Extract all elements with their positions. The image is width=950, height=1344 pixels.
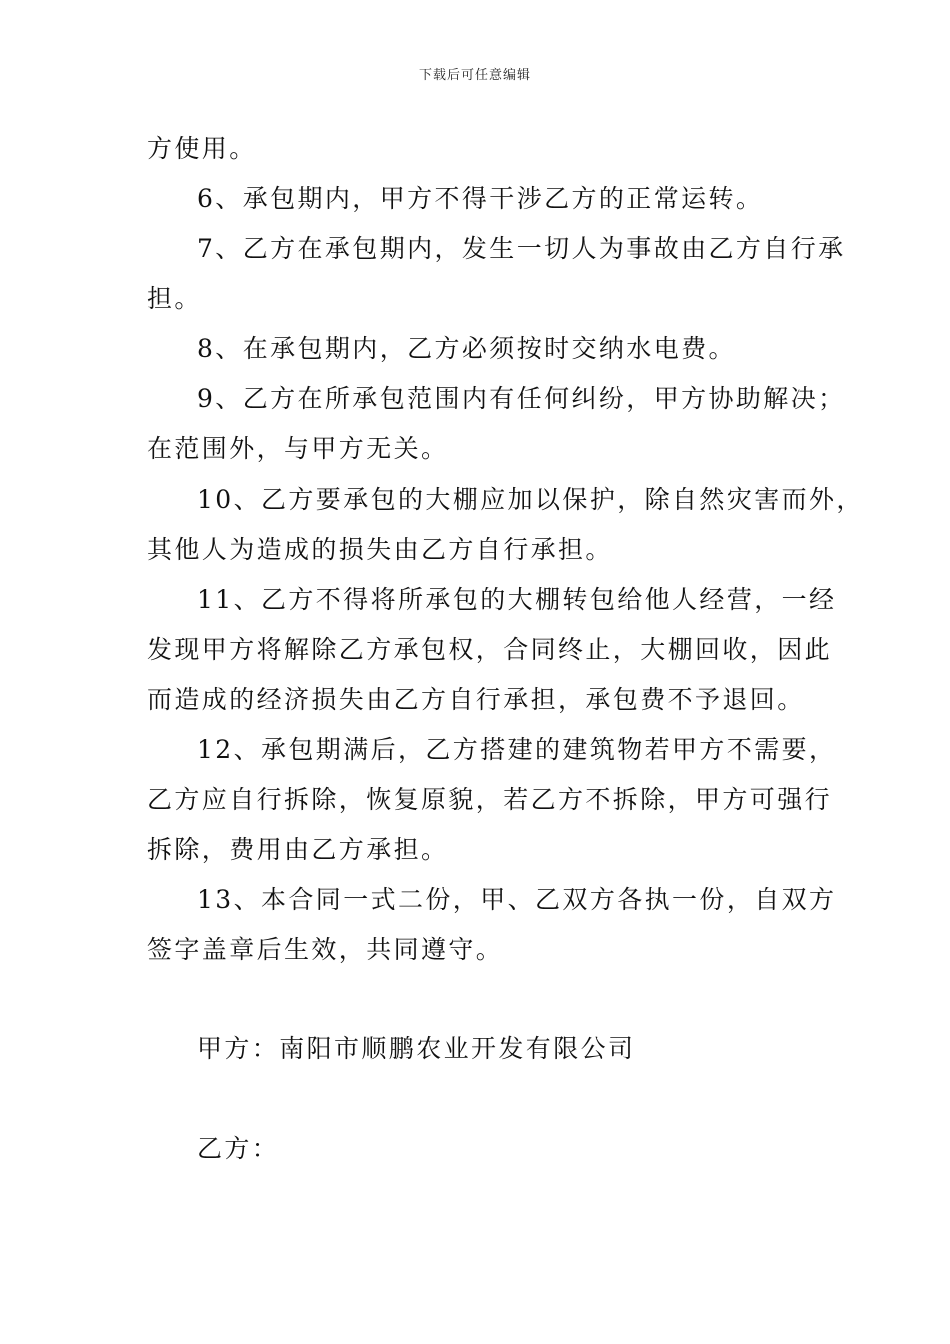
clause-10: 10、乙方要承包的大棚应加以保护，除自然灾害而外，: [197, 485, 864, 514]
page-header-note: 下载后可任意编辑: [418, 68, 531, 83]
clause-8: 8、在承包期内，乙方必须按时交纳水电费。: [197, 334, 736, 363]
clause-6: 6、承包期内，甲方不得干涉乙方的正常运转。: [197, 184, 764, 213]
clause-line: 乙方应自行拆除，恢复原貌，若乙方不拆除，甲方可强行: [147, 785, 833, 814]
clause-7: 7、乙方在承包期内，发生一切人为事故由乙方自行承: [197, 234, 846, 263]
clause-13: 13、本合同一式二份，甲、乙双方各执一份，自双方: [197, 885, 837, 914]
clause-line: 其他人为造成的损失由乙方自行承担。: [147, 535, 613, 564]
clause-line: 签字盖章后生效，共同遵守。: [147, 935, 504, 964]
clause-9: 9、乙方在所承包范围内有任何纠纷，甲方协助解决；: [197, 384, 846, 413]
clause-line: 方使用。: [147, 134, 257, 163]
clause-11: 11、乙方不得将所承包的大棚转包给他人经营，一经: [197, 585, 837, 614]
clause-line: 担。: [147, 284, 202, 313]
clause-line: 发现甲方将解除乙方承包权，合同终止，大棚回收，因此: [147, 635, 833, 664]
party-b-signature: 乙方：: [197, 1134, 280, 1163]
clause-12: 12、承包期满后，乙方搭建的建筑物若甲方不需要，: [197, 735, 837, 764]
clause-line: 而造成的经济损失由乙方自行承担，承包费不予退回。: [147, 685, 805, 714]
clause-line: 在范围外，与甲方无关。: [147, 434, 449, 463]
clause-line: 拆除，费用由乙方承担。: [147, 835, 449, 864]
party-a-signature: 甲方：南阳市顺鹏农业开发有限公司: [197, 1034, 636, 1063]
